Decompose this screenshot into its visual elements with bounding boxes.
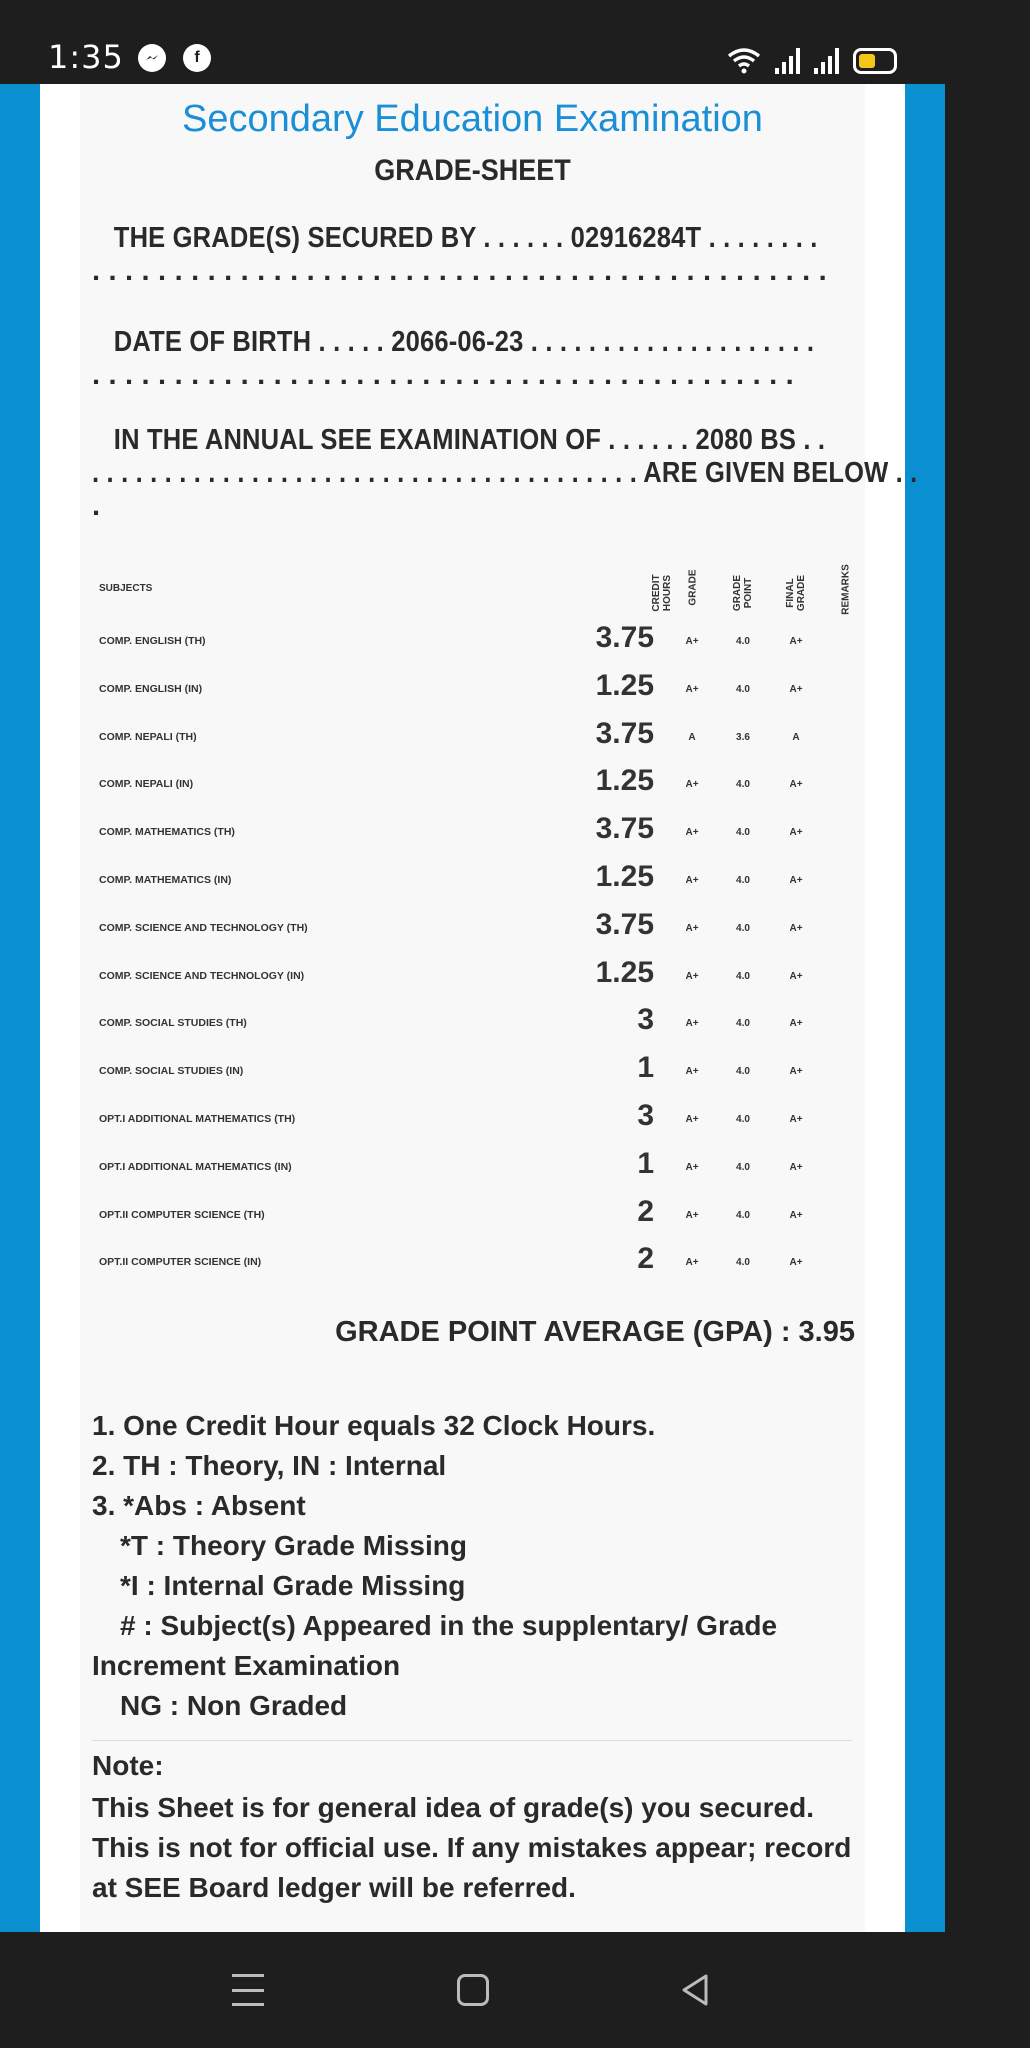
subject-cell: COMP. MATHEMATICS (IN) — [99, 874, 232, 886]
credit-hours-cell: 1.25 — [595, 955, 654, 989]
table-row — [80, 1238, 865, 1286]
subject-cell: COMP. SOCIAL STUDIES (TH) — [99, 1017, 247, 1030]
symbol-number: 02916284T — [570, 222, 702, 254]
legend-notes — [92, 1406, 777, 1726]
battery-icon — [853, 48, 897, 74]
table-row — [80, 665, 865, 713]
gpa-label: GRADE POINT AVERAGE (GPA) : — [335, 1316, 791, 1348]
final-grade-cell: A+ — [789, 970, 803, 982]
grade-point-cell: 4.0 — [736, 636, 750, 647]
header-subjects: SUBJECTS — [99, 583, 153, 594]
credit-hours-cell: 1 — [637, 1051, 654, 1085]
subject-cell: OPT.I ADDITIONAL MATHEMATICS (TH) — [99, 1113, 296, 1125]
final-grade-cell: A — [792, 731, 800, 743]
table-row — [80, 1191, 865, 1239]
grade-sheet-card — [80, 84, 918, 1932]
dob-line: DATE OF BIRTH . . . . . 2066-06-23 . . . . . . . . . . . . . . . . . . . . . . . . . . . . . . . . . . . . . . . . . . . . . . . . . . . . . . . . . . . . . . . — [92, 326, 815, 391]
final-grade-cell: A+ — [789, 1018, 803, 1030]
note-item: Increment Examination — [92, 1650, 401, 1681]
given-below-label: ARE GIVEN BELOW — [643, 457, 889, 489]
grade-cell: A+ — [685, 636, 699, 647]
status-icons — [727, 42, 897, 74]
exam-line: IN THE ANNUAL SEE EXAMINATION OF . . . . . . 2080 BS . . . . . . . . . . . . . . . . . . . . . . . . . . . . . . . . . . . . . . . . ARE GIVEN BELOW . . . — [92, 424, 918, 522]
credit-hours-cell: 1.25 — [595, 668, 654, 702]
note-item: *I : Internal Grade Missing — [120, 1570, 466, 1601]
subject-cell: COMP. MATHEMATICS (TH) — [99, 826, 235, 839]
grade-cell: A+ — [685, 875, 699, 886]
facebook-icon: f — [183, 44, 211, 72]
credit-hours-cell: 1.25 — [595, 764, 654, 798]
secured-by-label: THE GRADE(S) SECURED BY — [113, 222, 477, 254]
battery-level — [859, 54, 875, 68]
note-item: 3. *Abs : Absent — [92, 1490, 306, 1521]
grade-cell: A+ — [685, 970, 699, 982]
table-row — [80, 904, 865, 952]
gpa-value: 3.95 — [798, 1316, 855, 1348]
note-item: 2. TH : Theory, IN : Internal — [92, 1450, 447, 1481]
signal-icon-2 — [814, 48, 839, 74]
messenger-icon — [138, 44, 166, 72]
secured-by-line: THE GRADE(S) SECURED BY . . . . . . 02916284T . . . . . . . . . . . . . . . . . . . . . . . . . . . . . . . . . . . . . . . . . . . . . . . . . . . . . — [92, 222, 827, 287]
status-bar — [0, 0, 945, 84]
subject-cell: COMP. ENGLISH (TH) — [99, 635, 206, 647]
credit-hours-cell: 1 — [637, 1146, 654, 1180]
credit-hours-cell: 3 — [637, 1003, 654, 1037]
credit-hours-cell: 2 — [637, 1242, 654, 1276]
note-item: # : Subject(s) Appeared in the supplentary/ Grade — [120, 1610, 778, 1641]
date-of-birth: 2066-06-23 — [391, 326, 524, 358]
grade-point-cell: 4.0 — [736, 779, 750, 791]
home-button[interactable] — [457, 1974, 489, 2006]
header-remarks: REMARKS — [840, 564, 852, 615]
recent-apps-button[interactable] — [232, 1974, 264, 2006]
grade-point-cell: 4.0 — [736, 970, 750, 982]
grade-point-cell: 4.0 — [736, 875, 750, 886]
grade-cell: A — [688, 731, 696, 743]
subject-cell: OPT.I ADDITIONAL MATHEMATICS (IN) — [99, 1160, 292, 1173]
table-row — [80, 952, 865, 1000]
table-row — [80, 808, 865, 856]
signal-icon-1 — [775, 48, 800, 74]
table-row — [80, 1095, 865, 1143]
header-final-grade: FINAL GRADE — [785, 574, 807, 612]
final-grade-cell: A+ — [789, 1209, 803, 1221]
subject-cell: COMP. SOCIAL STUDIES (IN) — [99, 1065, 244, 1078]
final-grade-cell: A+ — [789, 683, 803, 695]
grade-cell: A+ — [685, 1066, 699, 1078]
grade-sheet-page — [40, 84, 918, 1932]
exam-label: IN THE ANNUAL SEE EXAMINATION OF — [113, 424, 602, 456]
credit-hours-cell: 3.75 — [595, 907, 654, 941]
grade-point-cell: 4.0 — [736, 683, 750, 695]
table-row — [80, 760, 865, 808]
grade-point-cell: 4.0 — [736, 1066, 750, 1078]
grade-cell: A+ — [685, 683, 699, 695]
subject-cell: COMP. SCIENCE AND TECHNOLOGY (IN) — [99, 969, 305, 982]
header-grade: GRADE — [687, 569, 699, 606]
grade-cell: A+ — [685, 779, 699, 791]
table-row — [80, 713, 865, 761]
subject-cell: COMP. SCIENCE AND TECHNOLOGY (TH) — [99, 921, 308, 934]
final-grade-cell: A+ — [789, 827, 803, 839]
credit-hours-cell: 3.75 — [595, 716, 654, 750]
grade-point-cell: 4.0 — [736, 827, 750, 839]
credit-hours-cell: 3.75 — [595, 621, 654, 654]
grade-point-cell: 4.0 — [736, 1114, 750, 1125]
final-grade-cell: A+ — [789, 1114, 803, 1125]
final-grade-cell: A+ — [789, 1066, 803, 1078]
grade-cell: A+ — [685, 1161, 699, 1173]
note-item: 1. One Credit Hour equals 32 Clock Hours. — [92, 1410, 656, 1441]
grade-point-cell: 4.0 — [736, 1257, 750, 1269]
final-grade-cell: A+ — [789, 875, 803, 886]
final-grade-cell: A+ — [789, 1161, 803, 1173]
grade-cell: A+ — [685, 827, 699, 839]
grade-sheet-heading: GRADE-SHEET — [374, 154, 571, 187]
grade-cell: A+ — [685, 1257, 699, 1269]
grade-cell: A+ — [685, 1018, 699, 1030]
grade-point-cell: 4.0 — [736, 1161, 750, 1173]
grade-point-cell: 3.6 — [736, 731, 750, 743]
grade-cell: A+ — [685, 1114, 699, 1125]
final-grade-cell: A+ — [789, 922, 803, 934]
subject-cell: COMP. NEPALI (IN) — [99, 778, 194, 791]
grade-cell: A+ — [685, 922, 699, 934]
grade-cell: A+ — [685, 1209, 699, 1221]
grade-point-cell: 4.0 — [736, 1209, 750, 1221]
divider — [92, 1740, 852, 1741]
header-grade-point: GRADE POINT — [732, 574, 754, 612]
credit-hours-cell: 3 — [637, 1099, 654, 1132]
grade-point-cell: 4.0 — [736, 1018, 750, 1030]
table-row — [80, 856, 865, 904]
subject-cell: OPT.II COMPUTER SCIENCE (TH) — [99, 1208, 265, 1221]
back-button[interactable] — [678, 1972, 714, 2008]
note-text: This Sheet is for general idea of grade(s) you secured. This is not for official use. If any mistakes appear; record at SEE Board ledger will be referred. — [92, 1792, 852, 1903]
table-row — [80, 999, 865, 1047]
status-time: 1:35 — [48, 38, 124, 76]
final-grade-cell: A+ — [789, 636, 803, 647]
note-item: NG : Non Graded — [120, 1690, 348, 1721]
credit-hours-cell: 3.75 — [595, 812, 654, 846]
subject-cell: OPT.II COMPUTER SCIENCE (IN) — [99, 1256, 262, 1269]
table-row — [80, 617, 865, 665]
grade-point-cell: 4.0 — [736, 922, 750, 934]
credit-hours-cell: 1.25 — [595, 860, 654, 893]
note-item: *T : Theory Grade Missing — [120, 1530, 467, 1561]
credit-hours-cell: 2 — [637, 1194, 654, 1228]
wifi-icon — [727, 46, 761, 74]
exam-year: 2080 BS — [695, 424, 797, 456]
table-row — [80, 1143, 865, 1191]
dob-label: DATE OF BIRTH — [113, 326, 312, 358]
final-grade-cell: A+ — [789, 1257, 803, 1269]
navigation-bar — [0, 1932, 945, 2048]
note-heading: Note: — [92, 1750, 164, 1781]
header-credit-hours: CREDIT HOURS — [651, 574, 673, 612]
gpa-line — [80, 1316, 855, 1349]
final-grade-cell: A+ — [789, 779, 803, 791]
subject-cell: COMP. ENGLISH (IN) — [99, 682, 203, 695]
table-row — [80, 1047, 865, 1095]
subject-cell: COMP. NEPALI (TH) — [99, 730, 197, 743]
exam-title: Secondary Education Examination — [182, 98, 763, 140]
